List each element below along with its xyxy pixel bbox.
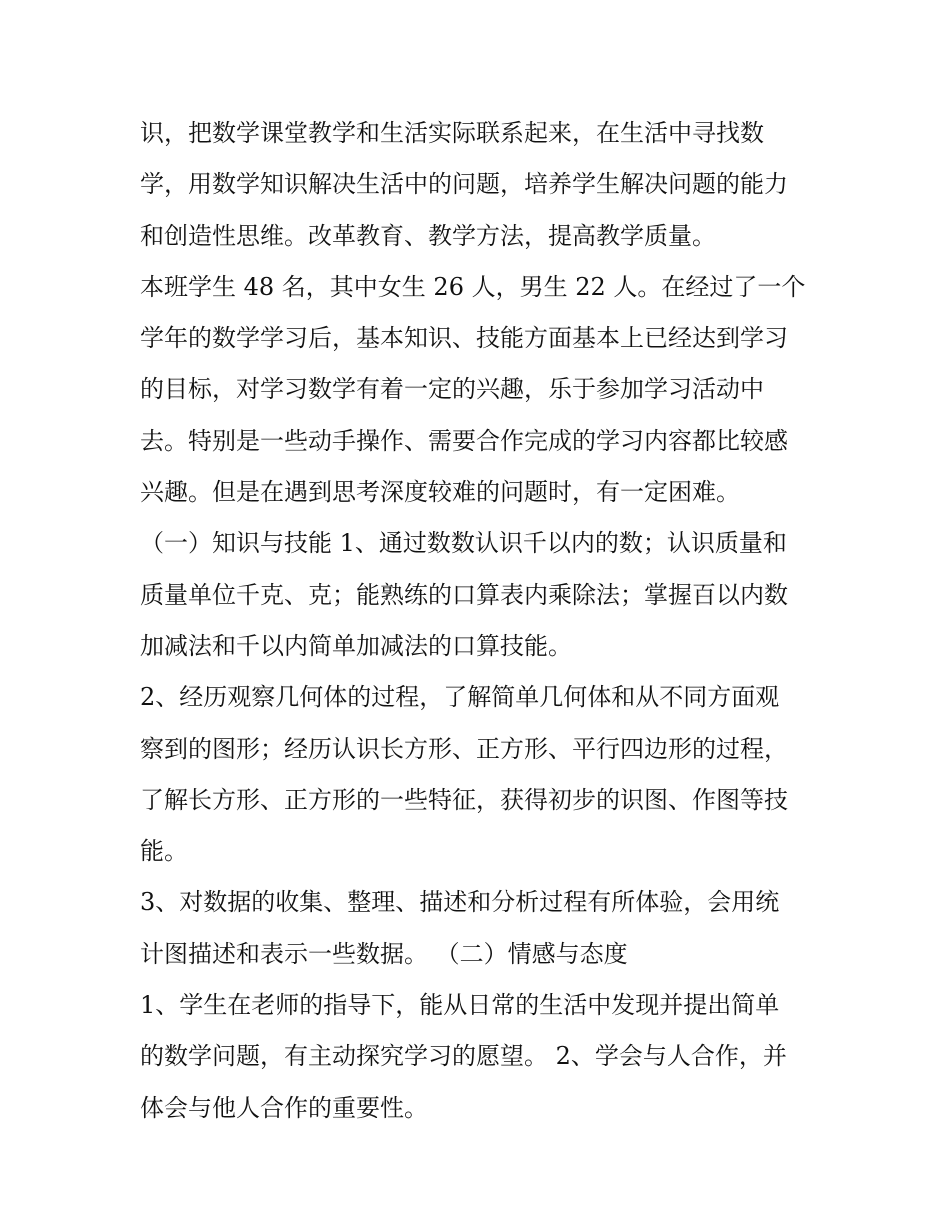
text-line: （一）知识与技能 1、通过数数认识千以内的数；认识质量和: [140, 529, 787, 558]
text-line: 2、经历观察几何体的过程，了解简单几何体和从不同方面观: [140, 683, 780, 712]
text-line: 的数学问题，有主动探究学习的愿望。 2、学会与人合作，并: [140, 1042, 787, 1071]
text-line: 本班学生 48 名，其中女生 26 人，男生 22 人。在经过了一个: [140, 272, 806, 301]
text-line: 计图描述和表示一些数据。 （二）情感与态度: [140, 939, 628, 968]
text-line: 的目标，对学习数学有着一定的兴趣，乐于参加学习活动中: [140, 375, 764, 404]
text-line: 去。特别是一些动手操作、需要合作完成的学习内容都比较感: [140, 426, 788, 455]
text-line: 体会与他人合作的重要性。: [140, 1093, 428, 1122]
text-line: 质量单位千克、克；能熟练的口算表内乘除法；掌握百以内数: [140, 580, 788, 609]
text-line: 能。: [140, 837, 188, 866]
text-line: 识，把数学课堂教学和生活实际联系起来，在生活中寻找数: [140, 119, 764, 147]
text-line: 察到的图形；经历认识长方形、正方形、平行四边形的过程，: [140, 734, 788, 763]
document-body: [140, 108, 820, 1134]
text-line: 兴趣。但是在遇到思考深度较难的问题时，有一定困难。: [140, 478, 740, 507]
text-line: 和创造性思维。改革教育、教学方法，提高教学质量。: [140, 221, 716, 250]
text-line: 学年的数学学习后，基本知识、技能方面基本上已经达到学习: [140, 324, 788, 353]
text-line: 3、对数据的收集、整理、描述和分析过程有所体验，会用统: [140, 888, 780, 917]
text-line: 加减法和千以内简单加减法的口算技能。: [140, 631, 572, 660]
text-line: 了解长方形、正方形的一些特征，获得初步的识图、作图等技: [140, 785, 788, 814]
text-line: 1、学生在老师的指导下，能从日常的生活中发现并提出简单: [140, 991, 780, 1020]
text-line: 学，用数学知识解决生活中的问题，培养学生解决问题的能力: [140, 170, 788, 199]
